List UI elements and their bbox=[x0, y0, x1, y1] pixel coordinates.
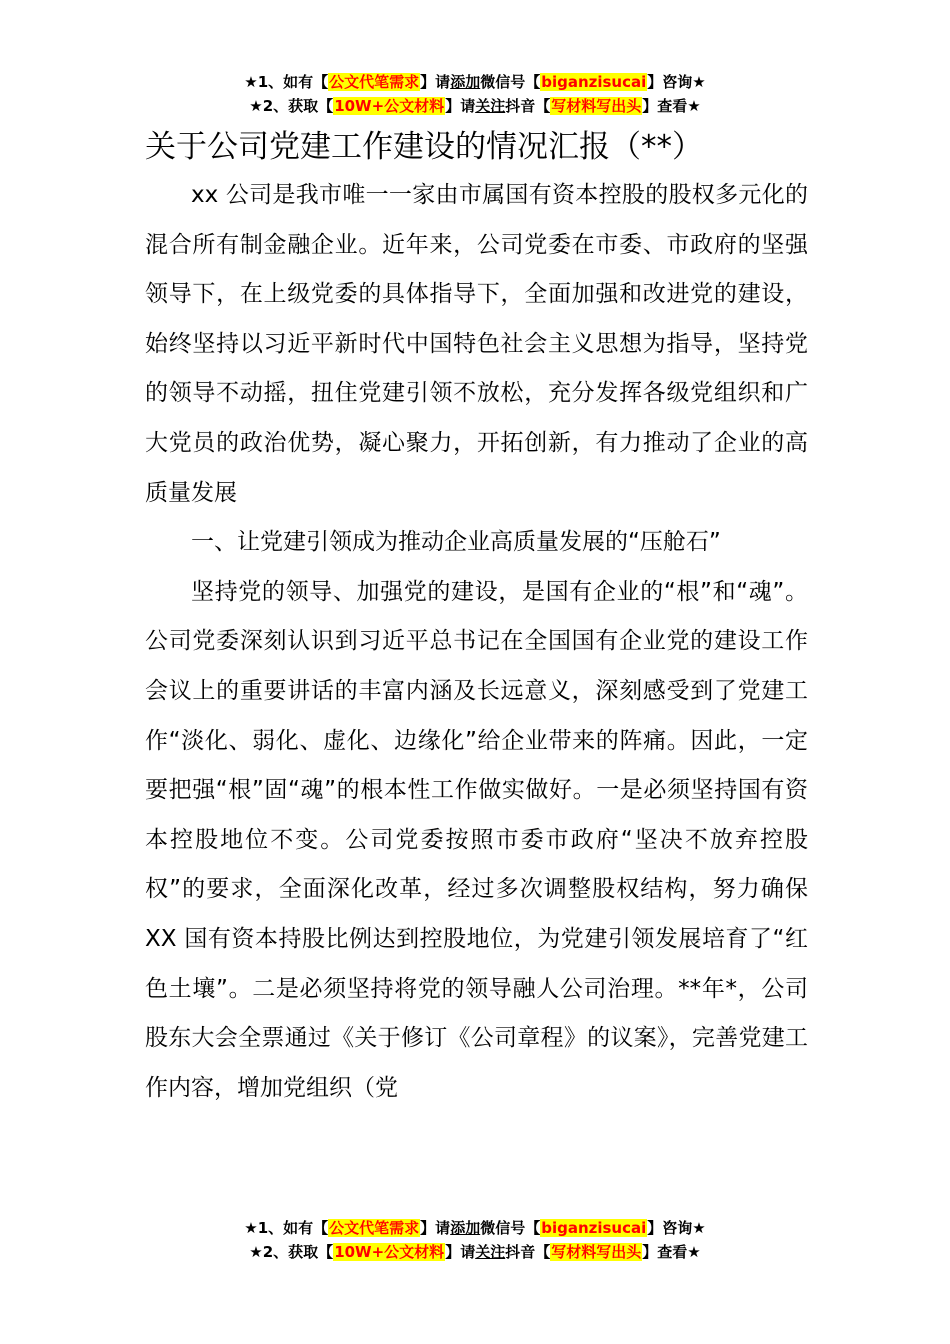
banner-line-2-highlight-materials: 10W+公文材料 bbox=[334, 97, 445, 115]
banner-line-1 bbox=[0, 70, 950, 94]
banner-line-2-mid: 】请 bbox=[445, 97, 476, 115]
footer-banner-line-2 bbox=[0, 1240, 950, 1264]
footer-line-2-follow-underlined: 关注 bbox=[475, 1243, 506, 1261]
banner-line-1-highlight-wechat: biganzisucai bbox=[541, 73, 647, 91]
banner-line-1-highlight-service: 公文代笔需求 bbox=[329, 73, 420, 91]
banner-line-1-suffix: 】咨询★ bbox=[647, 73, 706, 91]
banner-line-2-mid2: 抖音【 bbox=[505, 97, 551, 115]
footer-line-2-highlight-materials: 10W+公文材料 bbox=[334, 1243, 445, 1261]
document-body bbox=[145, 171, 808, 1113]
footer-line-2-prefix: ★2、获取【 bbox=[249, 1243, 334, 1261]
footer-line-1-mid: 】请 bbox=[420, 1219, 451, 1237]
footer-line-2-highlight-douyin: 写材料写出头 bbox=[551, 1243, 642, 1261]
banner-line-1-mid: 】请 bbox=[420, 73, 451, 91]
footer-line-1-mid2: 微信号【 bbox=[480, 1219, 541, 1237]
banner-line-2 bbox=[0, 94, 950, 118]
banner-line-2-highlight-douyin: 写材料写出头 bbox=[551, 97, 642, 115]
banner-line-2-follow-underlined: 关注 bbox=[475, 97, 506, 115]
footer-line-1-prefix: ★1、如有【 bbox=[244, 1219, 329, 1237]
footer-line-1-highlight-wechat: biganzisucai bbox=[541, 1219, 647, 1237]
footer-line-2-suffix: 】查看★ bbox=[642, 1243, 701, 1261]
banner-line-2-suffix: 】查看★ bbox=[642, 97, 701, 115]
footer-line-1-highlight-service: 公文代笔需求 bbox=[329, 1219, 420, 1237]
paragraph-section-1: 坚持党的领导、加强党的建设，是国有企业的“根”和“魂”。公司党委深刻认识到习近平总书记在全国国有企业党的建设工作会议上的重要讲话的丰富内涵及长远意义，深刻感受到了党建工作“淡化、弱化、虚化、边缘化”给企业带来的阵痛。因此，一定要把强“根”固“魂”的根本性工作做实做好。一是必须坚持国有资本控股地位不变。公司党委按照市委市政府“坚决不放弃控股权”的要求，全面深化改革，经过多次调整股权结构，努力确保 XX 国有资本持股比例达到控股地位，为党建引领发展培育了“红色土壤”。二是必须坚持将党的领导融人公司治理。**年*，公司股东大会全票通过《关于修订《公司章程》的议案》，完善党建工作内容，增加党组织（党 bbox=[145, 578, 808, 1101]
footer-line-2-mid: 】请 bbox=[445, 1243, 476, 1261]
footer-banner bbox=[0, 1216, 950, 1264]
footer-line-1-add-underlined: 添加 bbox=[450, 1219, 481, 1237]
paragraph-intro: xx 公司是我市唯一一家由市属国有资本控股的股权多元化的混合所有制金融企业。近年来，公司党委在市委、市政府的坚强领导下，在上级党委的具体指导下，全面加强和改进党的建设，始终坚持以习近平新时代中国特色社会主义思想为指导，坚持党的领导不动摇，扭住党建引领不放松，充分发挥各级党组织和广大党员的政治优势，凝心聚力，开拓创新，有力推动了企业的高质量发展 bbox=[145, 182, 808, 506]
banner-line-2-prefix: ★2、获取【 bbox=[249, 97, 334, 115]
footer-banner-line-1 bbox=[0, 1216, 950, 1240]
banner-line-1-prefix: ★1、如有【 bbox=[244, 73, 329, 91]
banner-line-1-mid2: 微信号【 bbox=[480, 73, 541, 91]
section-heading-1: 一、让党建引领成为推动企业高质量发展的“压舱石” bbox=[191, 529, 721, 556]
banner-line-1-add-underlined: 添加 bbox=[450, 73, 481, 91]
footer-line-1-suffix: 】咨询★ bbox=[647, 1219, 706, 1237]
footer-line-2-mid2: 抖音【 bbox=[505, 1243, 551, 1261]
document-title: 关于公司党建工作建设的情况汇报（**） bbox=[145, 129, 703, 165]
header-banner bbox=[0, 70, 950, 118]
